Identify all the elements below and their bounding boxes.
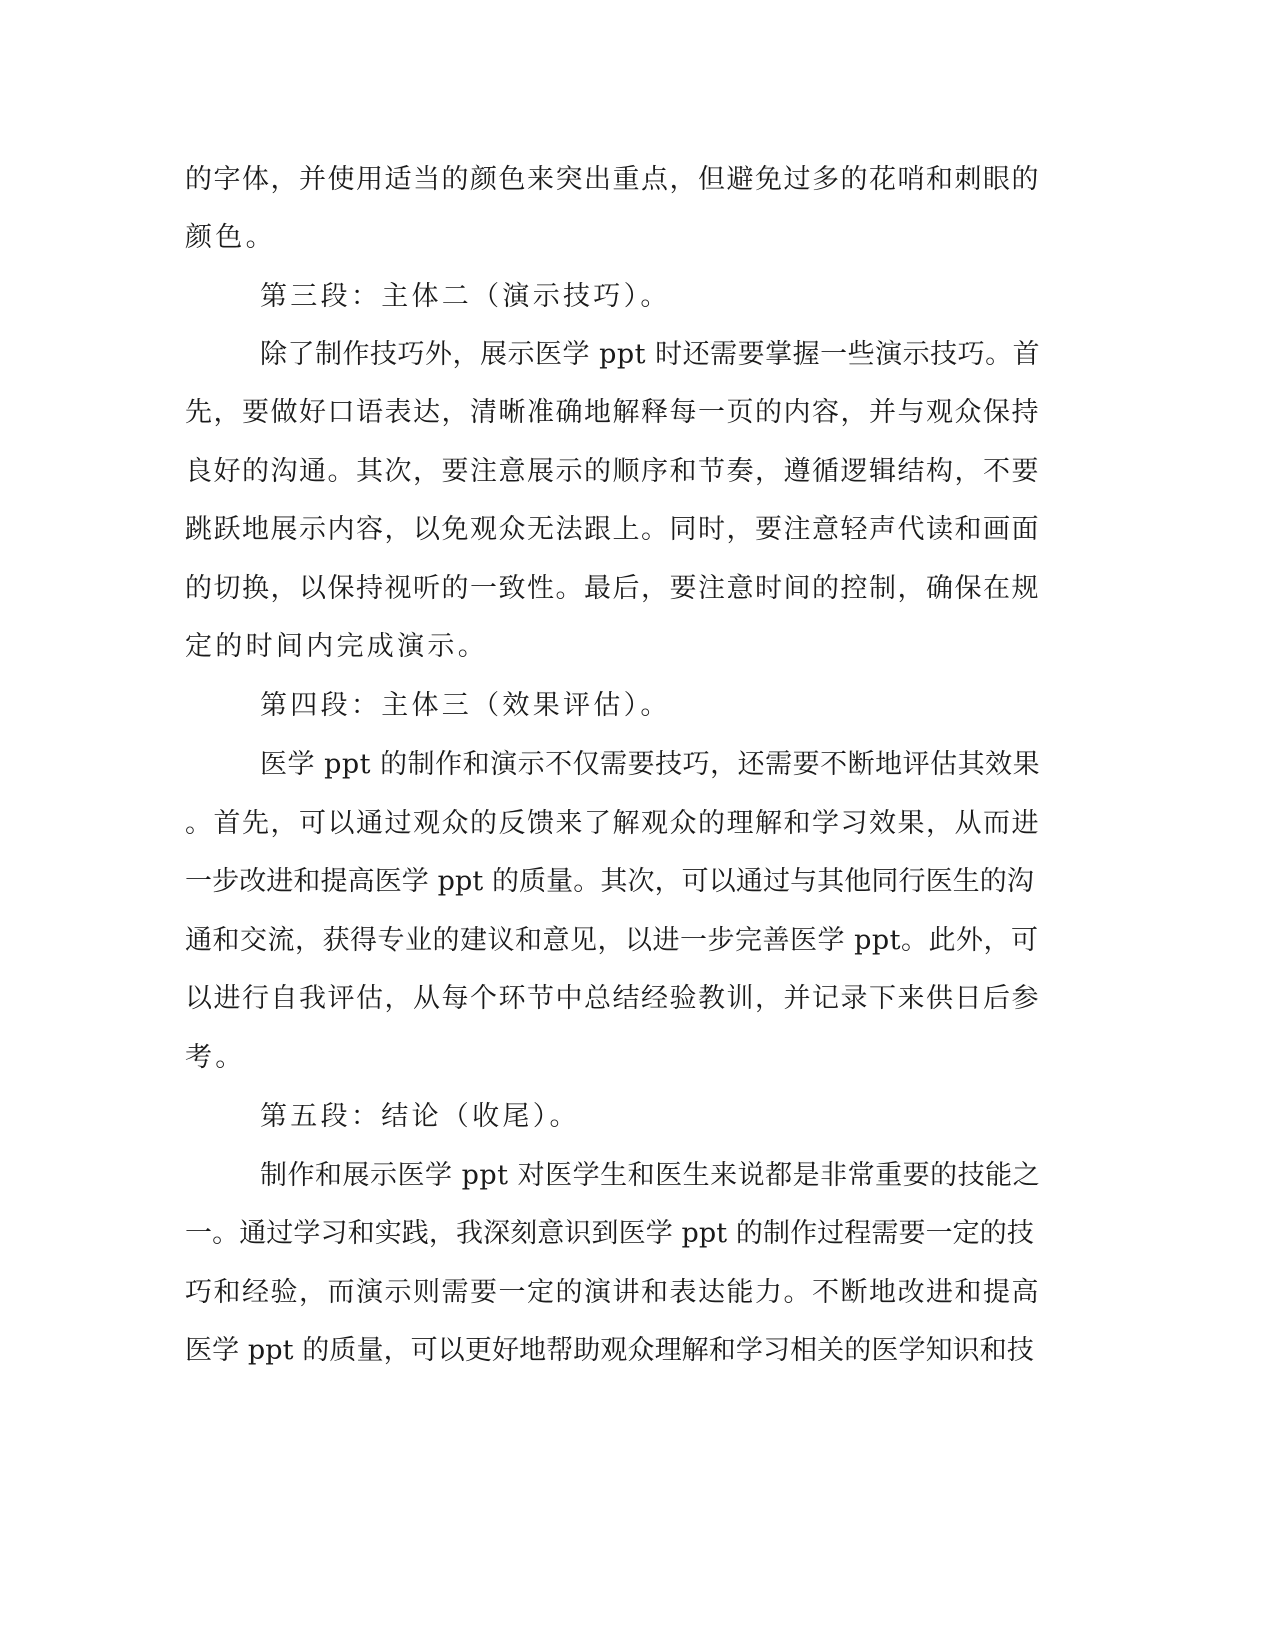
body-text-line: 医学 ppt 的质量，可以更好地帮助观众理解和学习相关的医学知识和技 — [185, 1335, 1034, 1366]
section-heading: 第五段：结论（收尾）。 — [260, 1101, 580, 1132]
body-text-line: 。首先，可以通过观众的反馈来了解观众的理解和学习效果，从而进 — [185, 808, 1040, 839]
body-text-line: 通和交流，获得专业的建议和意见，以进一步完善医学 ppt。此外，可 — [185, 925, 1039, 956]
body-text-line: 的切换，以保持视听的一致性。最后，要注意时间的控制，确保在规 — [185, 573, 1040, 604]
body-text-line: 颜色。 — [185, 222, 276, 253]
section-heading: 第四段：主体三（效果评估）。 — [260, 690, 671, 721]
body-text-line: 先，要做好口语表达，清晰准确地解释每一页的内容，并与观众保持 — [185, 397, 1040, 428]
body-text-line: 一步改进和提高医学 ppt 的质量。其次，可以通过与其他同行医生的沟 — [185, 866, 1034, 897]
body-text-line: 考。 — [185, 1042, 246, 1073]
body-text-line: 跳跃地展示内容，以免观众无法跟上。同时，要注意轻声代读和画面 — [185, 514, 1040, 545]
body-text-line: 巧和经验，而演示则需要一定的演讲和表达能力。不断地改进和提高 — [185, 1277, 1040, 1308]
section-heading: 第三段：主体二（演示技巧）。 — [260, 281, 671, 312]
body-text-line: 制作和展示医学 ppt 对医学生和医生来说都是非常重要的技能之 — [260, 1160, 1041, 1191]
body-text-line: 以进行自我评估，从每个环节中总结经验教训，并记录下来供日后参 — [185, 983, 1040, 1014]
body-text-line: 除了制作技巧外，展示医学 ppt 时还需要掌握一些演示技巧。首 — [260, 339, 1041, 370]
body-text-line: 定的时间内完成演示。 — [185, 631, 488, 662]
body-text-line: 良好的沟通。其次，要注意展示的顺序和节奏，遵循逻辑结构，不要 — [185, 456, 1040, 487]
body-text-line: 的字体，并使用适当的颜色来突出重点，但避免过多的花哨和刺眼的 — [185, 164, 1040, 195]
body-text-line: 一。通过学习和实践，我深刻意识到医学 ppt 的制作过程需要一定的技 — [185, 1218, 1034, 1249]
body-text-line: 医学 ppt 的制作和演示不仅需要技巧，还需要不断地评估其效果 — [260, 749, 1041, 780]
